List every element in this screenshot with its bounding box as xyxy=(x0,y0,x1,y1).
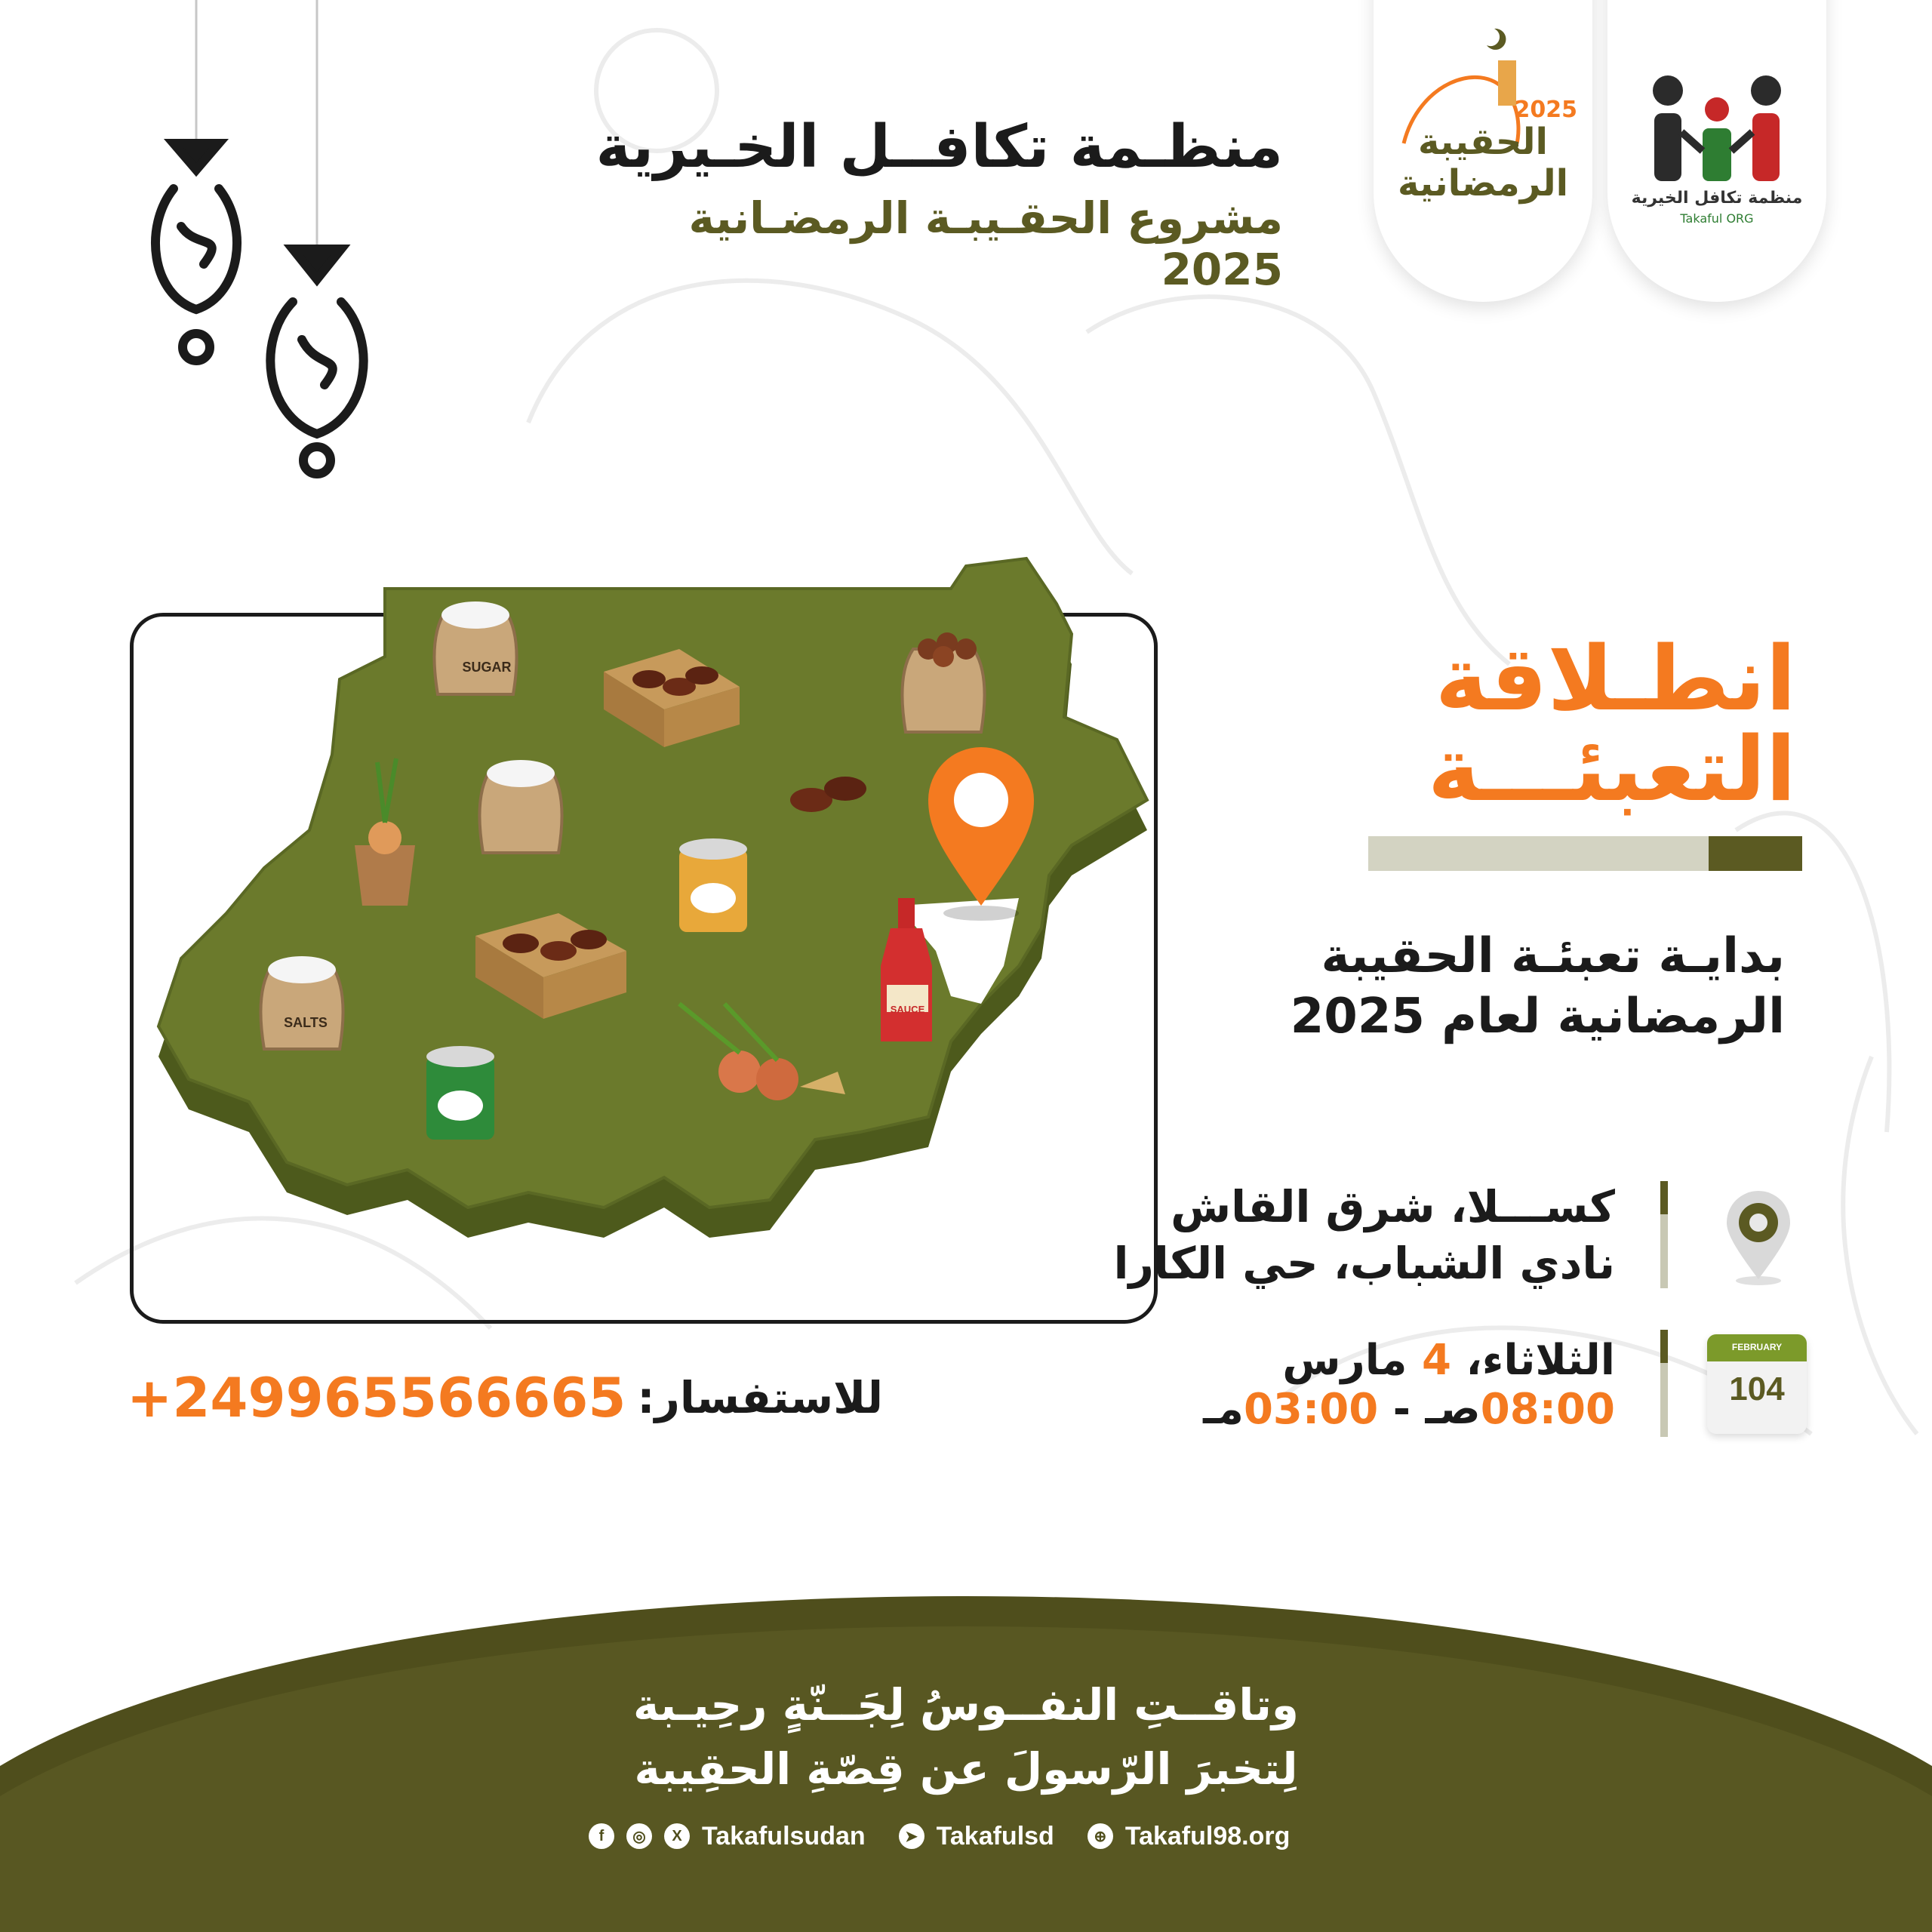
social-handle-takafulsd[interactable]: Takafulsd xyxy=(936,1821,1054,1850)
sugar-sack-icon xyxy=(435,601,517,694)
salt-sack-icon xyxy=(261,956,343,1049)
project-title: مشروع الحقـيبـة الرمضـانية 2025 xyxy=(688,192,1283,295)
calendar-month: FEBRUARY xyxy=(1731,1342,1783,1352)
headline-underline-accent xyxy=(1709,836,1802,871)
org-logo-name: منظمة تكافل الخيرية xyxy=(1631,189,1803,208)
social-links xyxy=(589,1817,1343,1855)
calendar-number: 104 xyxy=(1729,1371,1785,1407)
datetime-end-time: 03:00 xyxy=(1243,1385,1379,1434)
bag-logo-year: 2025 xyxy=(1514,97,1577,123)
sudan-map xyxy=(136,543,1162,1268)
telegram-icon[interactable]: ➤ xyxy=(899,1823,924,1849)
location-separator xyxy=(1660,1181,1668,1288)
website-link[interactable]: Takaful98.org xyxy=(1124,1821,1291,1850)
org-logo-subtitle: Takaful ORG xyxy=(1680,211,1754,226)
inquiry-label: للاستفسار: xyxy=(637,1372,883,1423)
lantern-right-icon xyxy=(270,249,363,474)
datetime-end-suffix: مـ xyxy=(1203,1385,1244,1434)
datetime-month: مارس xyxy=(1282,1336,1407,1385)
takaful-logo-card xyxy=(1607,0,1826,302)
datetime-time xyxy=(1087,1385,1615,1434)
website-icon[interactable]: ⊕ xyxy=(1088,1823,1113,1849)
datetime-start-time: 08:00 xyxy=(1480,1385,1615,1434)
headline-line1: انطـلاقة xyxy=(1435,626,1796,731)
yellow-can-icon xyxy=(679,838,747,932)
instagram-icon[interactable]: ◎ xyxy=(626,1823,652,1849)
calendar-icon xyxy=(1707,1334,1807,1434)
lantern-left-icon xyxy=(155,143,237,361)
salt-sack-label: SALTS xyxy=(284,1015,328,1030)
hanging-lanterns xyxy=(128,0,400,483)
description-line2: الرمضانية لعام 2025 xyxy=(1290,989,1785,1044)
takaful-family-logo-icon xyxy=(1607,0,1826,302)
facebook-icon[interactable]: f xyxy=(589,1823,614,1849)
datetime-day-name: الثلاثاء، xyxy=(1466,1336,1615,1385)
headline-line2: التعبئـــة xyxy=(1427,717,1796,821)
footer-verse-line2: لِتخبرَ الرّسولَ عن قِصّةِ الحقِيبة xyxy=(634,1743,1298,1795)
bag-logo-line1: الحقيبة xyxy=(1418,121,1548,163)
green-can-icon xyxy=(426,1046,494,1140)
location-pin-icon xyxy=(1721,1189,1796,1287)
rice-sack-icon xyxy=(480,760,562,853)
sauce-bottle-label: SAUCE xyxy=(890,1004,925,1015)
social-handle-takafulsudan[interactable]: Takafulsudan xyxy=(702,1821,866,1850)
inquiry-phone-number[interactable]: +249965566665 xyxy=(127,1366,626,1429)
bag-logo-line2: الرمضانية xyxy=(1397,162,1569,205)
x-icon[interactable]: X xyxy=(664,1823,690,1849)
location-line2: نادي الشباب، حي الكارا xyxy=(1113,1238,1615,1289)
datetime-day-number: 4 xyxy=(1421,1336,1451,1385)
location-line1: كســـلا، شرق القاش xyxy=(1171,1181,1615,1232)
datetime-separator xyxy=(1660,1330,1668,1437)
datetime-start-suffix: صـ xyxy=(1425,1385,1481,1434)
ramadan-bag-logo-card xyxy=(1374,0,1592,302)
sugar-sack-label: SUGAR xyxy=(462,660,512,675)
description-line1: بدايـة تعبئـة الحقيبة xyxy=(1321,928,1785,984)
org-title: منظـمة تكافــل الخـيرية xyxy=(595,113,1283,181)
datetime-day xyxy=(1087,1336,1615,1385)
datetime-separator: - xyxy=(1392,1385,1411,1434)
footer-verse-line1: وتاقــتِ النفــوسُ لِجَــنّةٍ رحِيـبة xyxy=(633,1679,1299,1730)
